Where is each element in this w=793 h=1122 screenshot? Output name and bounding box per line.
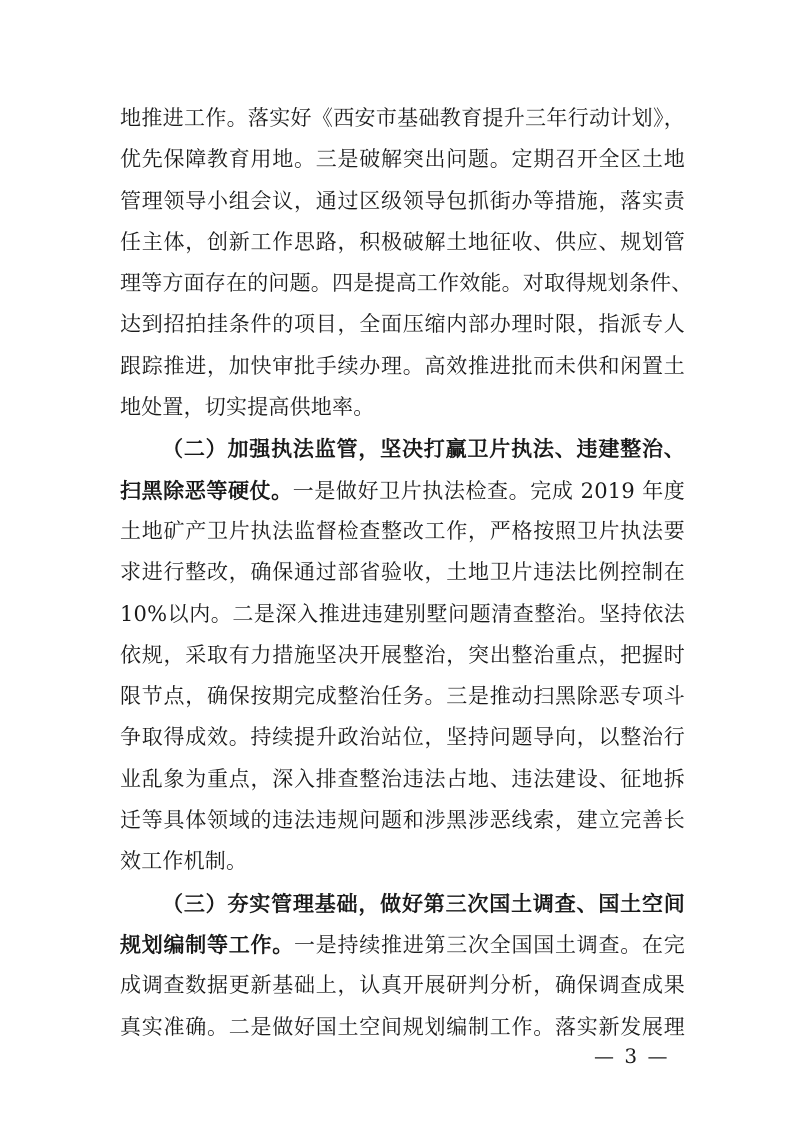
paragraph-text: 一是做好卫片执法检查。完成 2019 年度 — [292, 478, 685, 503]
page-number: — 3 — — [594, 1044, 670, 1068]
body-text — [120, 98, 693, 1048]
paragraph-line — [120, 470, 685, 511]
paragraph-line: 优先保障教育用地。三是破解突出问题。定期召开全区土地 — [120, 147, 685, 172]
paragraph-line: 地处置，切实提高供地率。 — [120, 395, 375, 420]
paragraph-text: 一是持续推进第三次全国国土调查。在完 — [294, 932, 685, 957]
section-heading-tail: 规划编制等工作。 — [120, 931, 295, 957]
paragraph-line: 业乱象为重点，深入排查整治违法占地、违法建设、征地拆 — [120, 766, 685, 791]
paragraph-line: 效工作机制。 — [120, 849, 248, 874]
section-heading-tail: 扫黑除恶等硬仗。 — [120, 477, 293, 503]
paragraph-line: 真实准确。二是做好国土空间规划编制工作。落实新发展理 — [120, 1014, 685, 1039]
paragraph-line: 跟踪推进，加快审批手续办理。高效推进批而未供和闲置土 — [120, 353, 685, 378]
paragraph-line: 地推进工作。落实好《西安市基础教育提升三年行动计划》， — [120, 106, 685, 130]
paragraph-line — [120, 924, 685, 965]
paragraph-line: 争取得成效。持续提升政治站位，坚持问题导向，以整治行 — [120, 725, 685, 750]
paragraph-line: 管理领导小组会议，通过区级领导包抓街办等措施，落实责 — [120, 188, 685, 213]
section-heading: （三）夯实管理基础，做好第三次国土调查、国土空间 — [162, 890, 685, 916]
paragraph-line: 任主体，创新工作思路，积极破解土地征收、供应、规划管 — [120, 229, 685, 254]
paragraph-line: 10%以内。二是深入推进违建别墅问题清查整治。坚持依法 — [120, 601, 685, 626]
paragraph-line: 理等方面存在的问题。四是提高工作效能。对取得规划条件、 — [120, 271, 693, 296]
paragraph-line: 迁等具体领域的违法违规问题和涉黑涉恶线索，建立完善长 — [120, 808, 685, 833]
paragraph-line: 成调查数据更新基础上，认真开展研判分析，确保调查成果 — [120, 973, 685, 998]
paragraph-line: 达到招拍挂条件的项目，全面压缩内部办理时限，指派专人 — [120, 312, 685, 337]
paragraph-line: 土地矿产卫片执法监督检查整改工作，严格按照卫片执法要 — [120, 518, 685, 543]
paragraph-line: 求进行整改，确保通过部省验收，土地卫片违法比例控制在 — [120, 560, 685, 585]
paragraph-line: 依规，采取有力措施坚决开展整治，突出整治重点，把握时 — [120, 642, 685, 667]
paragraph-line: 限节点，确保按期完成整治任务。三是推动扫黑除恶专项斗 — [120, 684, 685, 709]
section-heading: （二）加强执法监管，坚决打赢卫片执法、违建整治、 — [162, 436, 685, 462]
